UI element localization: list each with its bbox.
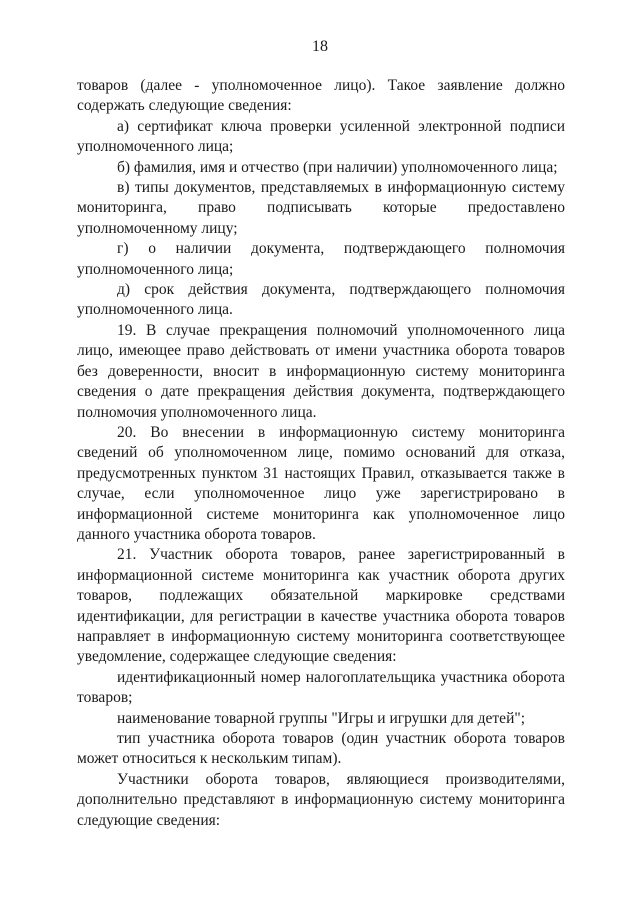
list-item-participant-type: тип участника оборота товаров (один участник оборота товаров может относиться к нескольким типам). bbox=[77, 730, 565, 768]
paragraph-21: 21. Участник оборота товаров, ранее зарегистрированный в информационной системе мониторинга как участник оборота других товаров, подлежащих обязательной маркировке средствами идентификации, для регистрации в качестве участника оборота товаров направляет в информационную систему мониторинга соответствующее уведомление, содержащее следующие сведения: bbox=[77, 546, 565, 666]
list-item-b-full-name: б) фамилия, имя и отчество (при наличии) уполномоченного лица; bbox=[117, 158, 558, 176]
paragraph-manufacturers: Участники оборота товаров, являющиеся производителями, дополнительно представляют в информационную систему мониторинга следующие сведения: bbox=[77, 770, 565, 829]
paragraph-19: 19. В случае прекращения полномочий уполномоченного лица лицо, имеющее право действовать от имени участника оборота товаров без доверенности, вносит в информационную систему мониторинга сведения о дате прекращения действия документа, подтверждающего полномочия уполномоченного лица. bbox=[77, 321, 565, 421]
list-item-g-authority-document: г) о наличии документа, подтверждающего полномочия уполномоченного лица; bbox=[77, 240, 565, 278]
list-item-v-document-types: в) типы документов, представляемых в информационную систему мониторинга, право подписывать которые предоставлено уполномоченному лицу; bbox=[77, 179, 565, 237]
list-item-tax-id: идентификационный номер налогоплательщика участника оборота товаров; bbox=[77, 668, 565, 707]
document-body bbox=[77, 76, 565, 831]
paragraph-20: 20. Во внесении в информационную систему мониторинга сведений об уполномоченном лице, помимо оснований для отказа, предусмотренных пунктом 31 настоящих Правил, отказывается также в случае, если уполномоченное лицо уже зарегистрировано в информационной системе мониторинга как уполномоченное лицо данного участника оборота товаров. bbox=[77, 423, 565, 543]
list-item-product-group: наименование товарной группы "Игры и игрушки для детей"; bbox=[117, 709, 525, 727]
page-number: 18 bbox=[312, 38, 328, 55]
paragraph-intro-continuation: товаров (далее - уполномоченное лицо). Такое заявление должно содержать следующие сведения: bbox=[77, 77, 565, 115]
list-item-a-certificate: а) сертификат ключа проверки усиленной электронной подписи уполномоченного лица; bbox=[77, 117, 565, 156]
list-item-d-validity-period: д) срок действия документа, подтверждающего полномочия уполномоченного лица. bbox=[77, 281, 565, 319]
